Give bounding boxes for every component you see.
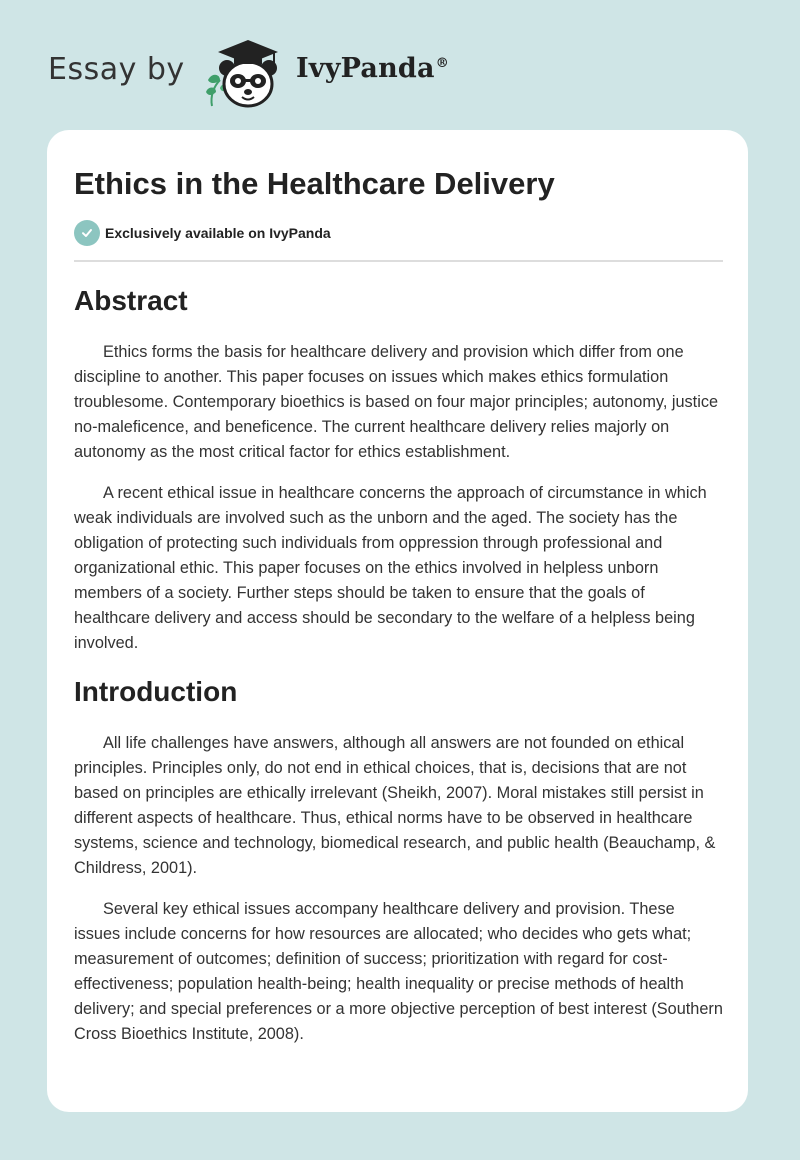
introduction-paragraph-1: All life challenges have answers, although all answers are not founded on ethical principles. Principles only, do not end in ethical choices, that is, decisions that are not based on principles are ethically irrelevant (Sheikh, 2007). Moral mistakes still persist in different aspects of healthcare. Thus, ethical norms have to be observed in healthcare systems, science and technology, biomedical research, and public health (Beauchamp, & Childress, 2001). <box>74 734 716 877</box>
section-heading-abstract: Abstract <box>74 285 188 316</box>
brand-text: IvyPanda <box>296 53 435 84</box>
exclusive-badge <box>74 220 723 246</box>
panda-graduate-logo-icon[interactable] <box>200 36 290 110</box>
essay-by-label: Essay by <box>48 52 185 87</box>
section-heading-introduction: Introduction <box>74 676 238 707</box>
exclusive-badge-text: Exclusively available on IvyPanda <box>105 225 331 241</box>
abstract-paragraph-2: A recent ethical issue in healthcare concerns the approach of circumstance in which weak individuals are involved such as the unborn and the aged. The society has the obligation of protecting such individuals from oppression through professional and organizational ethic. This paper focuses on the ethics involved in helpless unborn members of a society. Further steps should be taken to ensure that the goals of healthcare delivery and access should be secondary to the welfare of a helpless being involved. <box>74 484 707 652</box>
essay-card <box>47 130 748 1112</box>
introduction-paragraph-2: Several key ethical issues accompany healthcare delivery and provision. These issues include concerns for how resources are allocated; who decides who gets what; measurement of outcomes; definition of success; prioritization with regard for cost-effectiveness; population health-being; health inequality or precise methods of health delivery; and special preferences or a more objective perception of best interest (Southern Cross Bioethics Institute, 2008). <box>74 900 723 1043</box>
check-circle-icon <box>74 220 100 246</box>
essay-content <box>74 130 723 1047</box>
divider <box>74 260 723 262</box>
page-title: Ethics in the Healthcare Delivery <box>74 166 555 201</box>
site-header <box>0 0 800 130</box>
abstract-paragraph-1: Ethics forms the basis for healthcare delivery and provision which differ from one discipline to another. This paper focuses on issues which makes ethics formulation troublesome. Contemporary bioethics is based on four major principles; autonomy, justice no-maleficence, and beneficence. The current healthcare delivery relies majorly on autonomy as the most critical factor for ethics establishment. <box>74 343 719 461</box>
registered-mark: ® <box>435 56 449 71</box>
brand-name[interactable] <box>296 53 449 84</box>
